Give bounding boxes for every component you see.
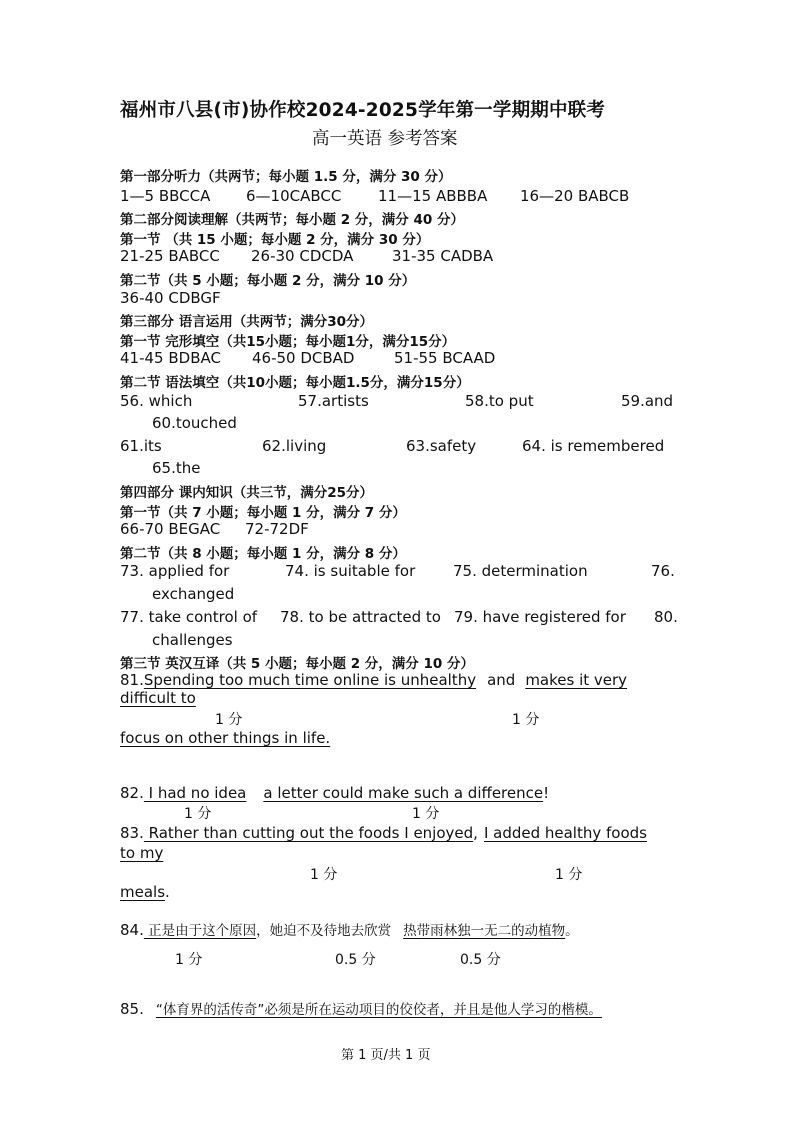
answer-group: 36-40 CDBGF: [120, 289, 221, 307]
answer-item: 65.the: [152, 459, 201, 477]
answer-item: 57.artists: [298, 392, 369, 410]
question-number: 83.: [120, 824, 144, 842]
answer-item: 63.safety: [406, 437, 477, 455]
score-label: 1 分: [175, 952, 203, 968]
answer-group: 21-25 BABCC: [120, 247, 220, 265]
answer-group: 41-45 BDBAC: [120, 349, 221, 367]
score-label: 1 分: [310, 867, 338, 883]
answer-item: 74. is suitable for: [285, 562, 416, 580]
answer-item: 58.to put: [465, 392, 534, 410]
question-number: 85.: [120, 1000, 144, 1018]
answer-item: 60.touched: [152, 414, 237, 432]
answer-group: 46-50 DCBAD: [252, 349, 355, 367]
answer-item: 76.: [651, 562, 675, 580]
answer-group: 51-55 BCAAD: [394, 349, 496, 367]
q85-line1: [120, 998, 602, 1018]
part2-section2-heading: 第二节（共 5 小题；每小题 2 分，满分 10 分）: [120, 273, 416, 289]
q84-line1: [120, 919, 579, 939]
answer-item: 77. take control of: [120, 608, 258, 626]
answer-chunk: difficult to: [120, 689, 196, 707]
page-footer: 第 1 页/共 1 页: [341, 1048, 431, 1063]
score-label: 1 分: [412, 806, 440, 822]
score-label: 0.5 分: [460, 952, 501, 968]
punctuation: .: [165, 883, 170, 901]
answer-item: 80.: [654, 608, 678, 626]
part2-section1-heading: 第一节 （共 15 小题；每小题 2 分，满分 30 分）: [120, 232, 430, 248]
part3-section2-heading: 第二节 语法填空（共10小题；每小题1.5分，满分15分）: [120, 375, 470, 391]
answer-group: 6—10CABCC: [246, 187, 342, 205]
q81-line1: [120, 671, 627, 689]
punctuation: !: [543, 784, 550, 802]
answer-chunk: a letter could make such a difference: [263, 784, 544, 802]
answer-item: 75. determination: [453, 562, 588, 580]
answer-group: 31-35 CADBA: [392, 247, 494, 265]
part4-heading: 第四部分 课内知识（共三节，满分25分）: [120, 485, 373, 501]
answer-chunk: focus on other things in life.: [120, 729, 331, 747]
answer-item: 64. is remembered: [522, 437, 665, 455]
answer-group: 16—20 BABCB: [520, 187, 630, 205]
part4-section3-heading: 第三节 英汉互译（共 5 小题；每小题 2 分，满分 10 分）: [120, 656, 474, 672]
score-label: 1 分: [215, 712, 243, 728]
answer-chunk: 正是由于这个原因: [143, 923, 257, 939]
answer-chunk: makes it very: [525, 671, 628, 689]
answer-item: 56. which: [120, 392, 193, 410]
answer-chunk: 热带雨林独一无二的动植物: [403, 923, 566, 939]
part4-section1-heading: 第一节（共 7 小题；每小题 1 分，满分 7 分）: [120, 505, 406, 521]
part3-section1-heading: 第一节 完形填空（共15小题；每小题1分，满分15分）: [120, 334, 456, 350]
answer-chunk: to my: [120, 844, 164, 862]
answer-chunk: “体育界的活传奇”必须是所在运动项目的佼佼者，并且是他人学习的楷模。: [155, 1002, 602, 1018]
answer-chunk: meals: [120, 883, 166, 901]
question-number: 82.: [120, 784, 144, 802]
answer-chunk: I had no idea: [143, 784, 247, 802]
answer-group: 72-72DF: [245, 520, 309, 538]
part1-heading: 第一部分听力（共两节；每小题 1.5 分，满分 30 分）: [120, 169, 452, 185]
punctuation: 。: [565, 923, 579, 939]
answer-group: 66-70 BEGAC: [120, 520, 221, 538]
question-number: 81.: [120, 671, 144, 689]
answer-chunk: ，她迫不及待地去欣赏: [256, 923, 392, 939]
answer-chunk: Rather than cutting out the foods I enjoyed: [143, 824, 474, 842]
part2-heading: 第二部分阅读理解（共两节；每小题 2 分，满分 40 分）: [120, 212, 464, 228]
document-subtitle: 高一英语 参考答案: [312, 129, 458, 149]
answer-item: 79. have registered for: [454, 608, 626, 626]
part3-heading: 第三部分 语言运用（共两节；满分30分）: [120, 314, 373, 330]
score-label: 1 分: [184, 806, 212, 822]
q83-line1: [120, 824, 647, 842]
punctuation: ,: [473, 824, 478, 842]
answer-chunk: Spending too much time online is unhealthy: [143, 671, 477, 689]
answer-chunk: I added healthy foods: [483, 824, 647, 842]
answer-item: exchanged: [152, 585, 235, 603]
document-title: 福州市八县(市)协作校2024-2025学年第一学期期中联考: [120, 100, 606, 121]
part4-section2-heading: 第二节（共 8 小题；每小题 1 分，满分 8 分）: [120, 546, 406, 562]
answer-item: 59.and: [621, 392, 674, 410]
answer-group: 26-30 CDCDA: [251, 247, 354, 265]
q83-line3: [120, 883, 170, 901]
answer-item: 73. applied for: [120, 562, 230, 580]
score-label: 0.5 分: [335, 952, 376, 968]
answer-item: 78. to be attracted to: [280, 608, 441, 626]
answer-item: 61.its: [120, 437, 162, 455]
question-number: 84.: [120, 921, 144, 939]
score-label: 1 分: [512, 712, 540, 728]
score-label: 1 分: [555, 867, 583, 883]
answer-item: 62.living: [262, 437, 327, 455]
answer-group: 11—15 ABBBA: [378, 187, 488, 205]
answer-item: challenges: [152, 631, 233, 649]
q82-line1: [120, 784, 549, 802]
connector: and: [487, 671, 516, 689]
answer-group: 1—5 BBCCA: [120, 187, 211, 205]
